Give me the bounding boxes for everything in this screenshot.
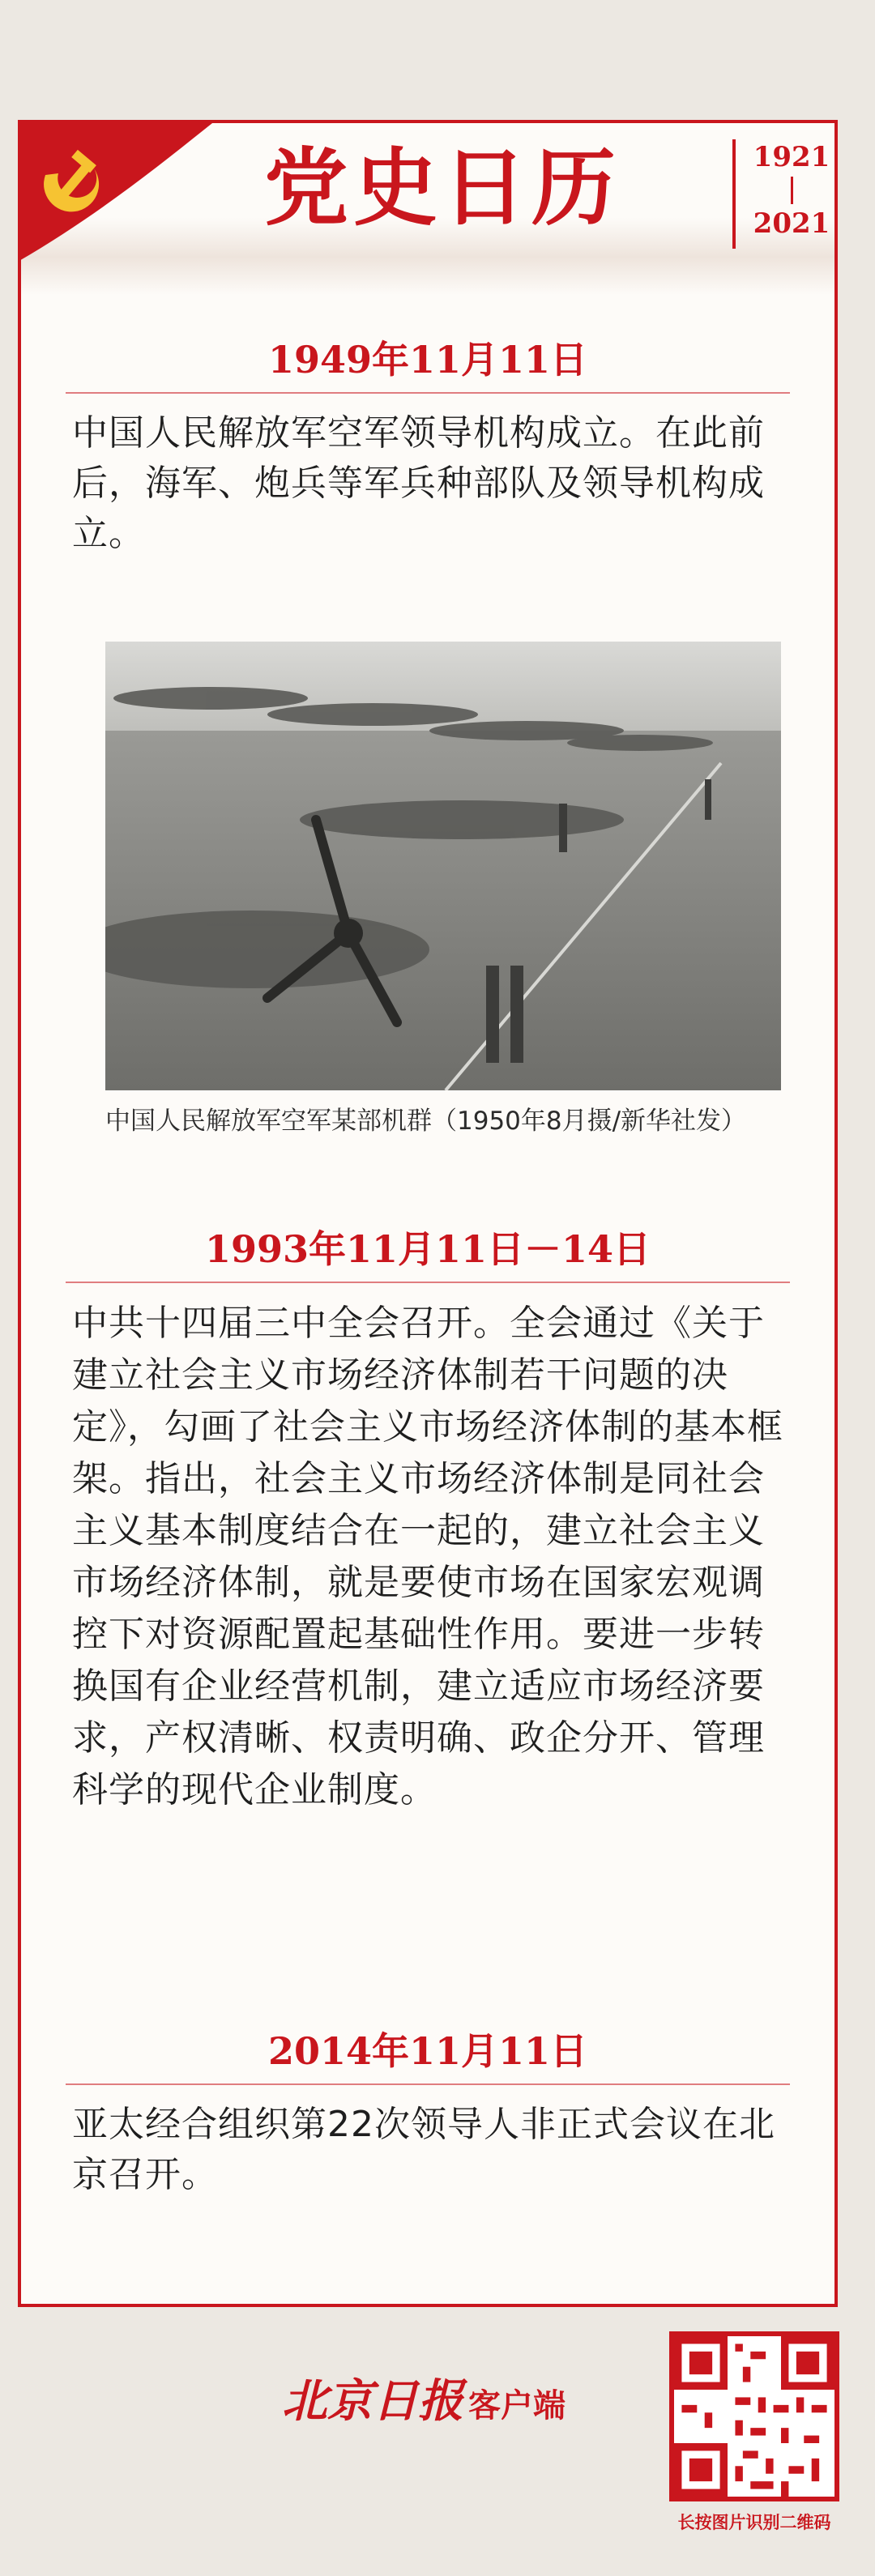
- entry-text: 中国人民解放军空军领导机构成立。在此前后，海军、炮兵等军兵种部队及领导机构成立。: [72, 412, 765, 554]
- year-end: 2021: [753, 207, 830, 240]
- date-rule: [66, 392, 790, 394]
- qr-caption: 长按图片识别二维码: [677, 2513, 831, 2532]
- date-rule: [66, 1282, 790, 1283]
- party-flag-icon: [18, 120, 216, 262]
- photo-caption: 中国人民解放军空军某部机群（1950年8月摄/新华社发）: [105, 1107, 747, 1136]
- header-divider: [732, 139, 736, 249]
- entry-date: 1993年11月11日－14日: [204, 1227, 651, 1271]
- entry-1993: [21, 1225, 834, 1816]
- entry-text: 中共十四届三中全会召开。全会通过《关于建立社会主义市场经济体制若干问题的决定》，勾画了社会主义市场经济体制的基本框架。指出，社会主义市场经济体制是同社会主义基本制度结合在一起的，建立社会主义市场经济体制，就是要使市场在国家宏观调控下对资源配置起基础性作用。要进一步转换国有企业经营机制，建立适应市场经济要求，产权清晰、权责明确、政企分开、管理科学的现代企业制度。: [72, 1303, 783, 1810]
- brand-logo: [282, 2365, 566, 2430]
- header: [21, 123, 834, 295]
- entry-text: 亚太经合组织第22次领导人非正式会议在北京召开。: [72, 2104, 775, 2195]
- air-force-photo: [105, 642, 781, 1090]
- date-rule: [66, 2083, 790, 2085]
- year-range: [747, 141, 836, 240]
- page-title: 党史日历: [264, 138, 621, 237]
- entry-date: 2014年11月11日: [267, 2029, 588, 2073]
- entry-2014: [21, 2027, 834, 2200]
- entry-1949: [21, 335, 834, 559]
- qr-code-icon: [674, 2336, 834, 2497]
- photo-block: [21, 642, 834, 1160]
- calendar-card: [18, 120, 838, 2307]
- brand-name: 北京日报: [282, 2374, 463, 2428]
- entry-date: 1949年11月11日: [267, 338, 588, 382]
- year-start: 1921: [753, 141, 830, 173]
- brand-suffix: 客户端: [468, 2387, 566, 2425]
- qr-code[interactable]: [669, 2331, 839, 2501]
- year-separator: [791, 177, 793, 204]
